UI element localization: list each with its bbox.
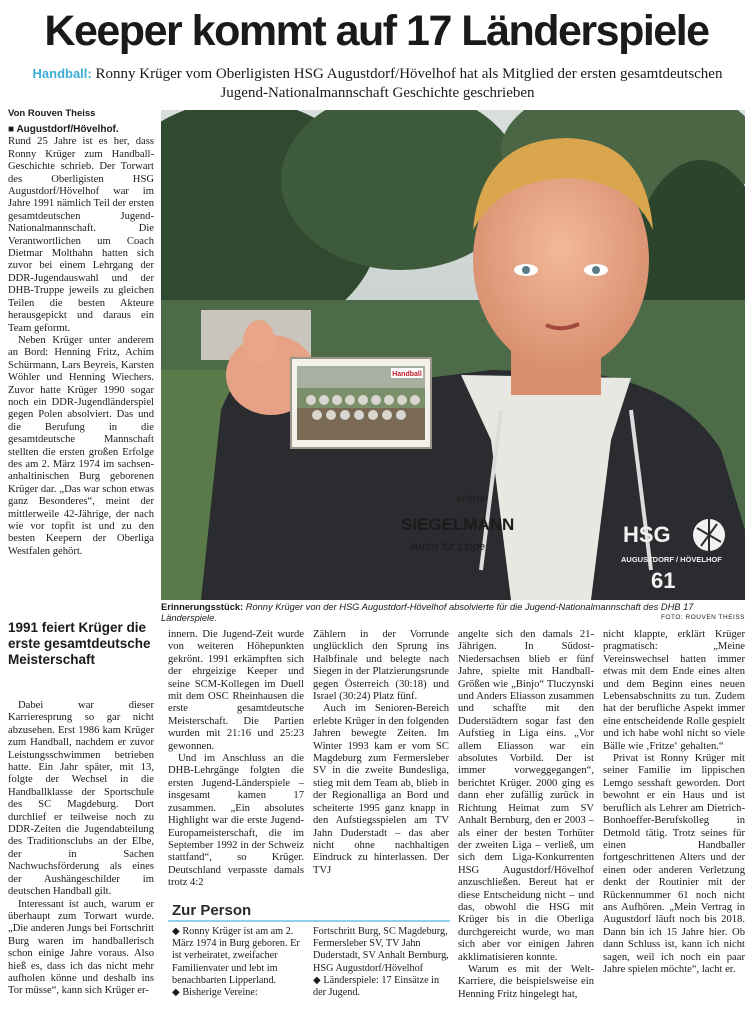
paragraph: Interessant ist auch, warum er überhaupt zum Torwart wurde. „Die anderen Jungs bei Fortschritt Burg waren im handballerisch schon einige Jahre voraus. Also hieß es, dass ich das nicht mehr aufholen könne und deshalb ins Tor müsse“, kann sich Krüger er-	[8, 898, 154, 997]
paragraph: Rund 25 Jahre ist es her, dass Ronny Krüger zum Handball-Geschichte schrieb. Der Torwart des Oberligisten HSG Augustdorf/Hövelhof war im Jahre 1991 nämlich Teil der ersten gesamtdeutschen Jugend-Nationalmannschaft. Die Verantwortlichen um Coach Dietmar Molthahn hatten sich zuvor bei einem Lehrgang der DDR-Jugendauswahl und der DHB-Truppe jeweils zu gleichen Teilen die besten Akteure herausgepickt und daraus ein Team geformt.	[8, 136, 154, 334]
paragraph: Auch im Senioren-Bereich erlebte Krüger in den folgenden Jahren bewegte Zeiten. Im Winter 1993 kam er vom SC Magdeburg zum Fermersleber SV in die zweite Bundesliga, stieg mit dem Team ab, blieb in der Regionalliga an Bord und scheiterte 1995 ganz knapp in den Aufstiegsspielen am TV Jahn Duderstadt – das aber nicht ohne nachhaltigen Eindruck zu hinterlassen. Der TVJ	[313, 703, 449, 876]
photo-caption	[161, 602, 745, 624]
headline: Keeper kommt auf 17 Länderspiele	[44, 7, 709, 55]
article-column-4	[458, 629, 594, 1001]
article-column-2	[168, 629, 304, 890]
shirt-club: HSG	[623, 522, 671, 547]
paragraph: Privat ist Ronny Krüger mit seiner Familie im lippischen Lemgo sesshaft geworden. Dort bewohnt er ein Haus und ist beruflich als Lehrer am Dietrich-Bonhoeffer-Berufskolleg in Detmold tätig. Trotz seines für einen Handballer fortgeschrittenen Alters und der einen oder anderen Verletzung denkt der Routinier mit der Rückennummer 61 noch nicht ans Aufhören. „Mein Vertrag in Augustdorf läuft noch bis 2018. Dann bin ich 15 Jahre hier. Ob dann Schluss ist, kann ich nicht sagen, weil ich noch ein paar Jahre spielen möchte“, lacht er.	[603, 753, 745, 975]
subhead: 1991 feiert Krüger die erste gesamtdeutsche Meisterschaft	[8, 620, 151, 667]
shirt-sponsor: SIEGELMANN	[401, 515, 515, 534]
article-column-3	[313, 629, 449, 877]
shirt-sponsor-sub: Autos für Lippe	[411, 541, 485, 553]
info-box-title: Zur Person	[172, 902, 252, 919]
paragraph: nicht klappte, erklärt Krüger pragmatisch: „Meine Vereinswechsel hatten immer etwas mit dem Ende eines alten und dem Beginn eines neuen Lebensabschnitts zu tun. Zudem hat der berufliche Aspekt immer eine entscheidende Rolle gespielt und ich habe wohl nicht so viele Bälle wie ‚Fritze‘ gehalten.“	[603, 629, 745, 752]
info-box-left	[172, 926, 306, 999]
photo-illustration	[161, 110, 745, 600]
article-column-5	[603, 629, 745, 976]
paragraph: Dabei war dieser Karrieresprung so gar nicht abzusehen. Erst 1986 kam Krüger zum Handball, nachdem er zuvor Leistungsschwimmen betrieben hatte. Ein Jahr später, mit 13, folgte der Wechsel in die Handballklasse der Sportschule des SC Magdeburg. Dort durchlief er teilweise noch zu DDR-Zeiten die Jugendabteilung des Traditionsclubs an der Elbe, der in Sachen Nachwuchsförderung als eines der Aushängeschilder im deutschen Handball gilt.	[8, 700, 154, 898]
shirt-club-sub: AUGUSTDORF / HÖVELHOF	[621, 555, 722, 564]
shirt-number: 61	[651, 568, 676, 593]
subline	[20, 64, 735, 103]
info-box-divider	[168, 920, 450, 922]
held-photo-banner: Handball	[392, 371, 422, 378]
photo-credit: FOTO: ROUVEN THEISS	[661, 614, 746, 621]
paragraph: Und im Anschluss an die DHB-Lehrgänge folgten die ersten Jugend-Länderspiele – insgesamt kamen 17 zusammen. „Ein absolutes Highlight war die erste Jugend-Europameisterschaft, die im September 1992 in der Schweiz stattfand“, so Krüger. Deutschland verpasste damals trotz 4:2	[168, 753, 304, 889]
paragraph: angelte sich den damals 21-Jährigen. In Südost-Niedersachsen blieb er fünf Jahre, spielte mit Handball-Größen wie „Binjo“ Tluczynski und Anders Eliasson zusammen und schaffte mit den Duderstädtern sogar fast den Aufstieg in Liga eins. „Vor allem Eliasson war ein absolutes Vorbild. Der ist immer vorweggegangen“, berichtet Krüger. 2000 ging es dann eher zufällig zurück in Richtung Heimat zum SV Anhalt Bernburg, den er 2003 – als einer der besten Torhüter der zweiten Liga – verließ, um sich dem Liga-Konkurrenten HSG Augustdorf/Hövelhof anzuschließen. Bereut hat er diese Entscheidung nicht – und das, obwohl die HSG mit Krüger bis in die Oberliga durchgereicht wurde, wo man sich aber vor einigen Jahren akklimatisieren konnte.	[458, 629, 594, 963]
dateline: ■ Augustdorf/Hövelhof.	[8, 124, 119, 135]
info-box-right	[313, 926, 449, 999]
paragraph: Neben Krüger unter anderem an Bord: Henning Fritz, Achim Schürmann, Lars Beyreis, Karsten Wöhler und Henning Wiechers. Zuvor hatte Krüger 1990 sogar noch ein DDR-Jugendländerspiel gegen Polen absolviert. Das und die Berufung in die gesamtdeutsche Mannschaft stellten die ersten großen Erfolge des am 2. März 1974 im sachsen-anhaltinischen Burg geborenen Krüger dar. „Das war schon etwas ganz Besonderes“, meint der mittlerweile 42-Jährige, der nach wie vor topfit ist und zu den besten Keepern der Oberliga Westfalen gehört.	[8, 334, 154, 557]
shirt-brand: erima	[456, 493, 486, 505]
subline-text: Ronny Krüger vom Oberligisten HSG Augustdorf/Hövelhof hat als Mitglied der ersten gesamtdeutschen Jugend-Nationalmannschaft Geschichte geschrieben	[95, 66, 723, 101]
caption-text: Ronny Krüger von der HSG Augustdorf-Hövelhof absolvierte für die Jugend-Nationalmannschaft des DHB 17 Länderspiele.	[161, 602, 694, 623]
article-column-1-lower	[8, 700, 154, 998]
article-column-1	[8, 124, 154, 558]
paragraph: Zählern in der Vorrunde unglücklich den Sprung ins Halbfinale und belegte nach Siegen in der Platzierungsrunde gegen Österreich (30:18) und Israel (30:24) Platz fünf.	[313, 629, 449, 703]
byline: Von Rouven Theiss	[8, 108, 96, 119]
info-item: ◆ Bisherige Vereine:	[172, 987, 258, 999]
paragraph: Warum es mit der Welt-Karriere, die beispielsweise ein Henning Fritz hingelegt hat,	[458, 963, 594, 1000]
paragraph: innern. Die Jugend-Zeit wurde von weiteren Höhepunkten gekrönt. 1991 erkämpften sich der ehrgeizige Keeper und seine SCM-Kollegen im Duell mit dem OSC Rheinhausen die erste gesamtdeutsche Meisterschaft. Die Partien wurden mit 21:16 und 25:23 gewonnen.	[168, 629, 304, 752]
info-item: ◆ Länderspiele: 17 Einsätze in der Jugend.	[313, 974, 440, 999]
article-photo	[161, 110, 745, 600]
caption-label: Erinnerungsstück:	[161, 602, 244, 612]
subline-kicker: Handball:	[32, 66, 92, 81]
info-item: ◆ Ronny Krüger ist am am 2. März 1974 in Burg geboren. Er ist verheiratet, zweifacher Familienvater und lebt im benachbarten Lipperland.	[172, 926, 300, 986]
info-item: Fortschritt Burg, SC Magdeburg, Fermersleber SV, TV Jahn Duderstadt, SV Anhalt Bernburg, HSG Augustdorf/Hövelhof	[313, 926, 449, 974]
